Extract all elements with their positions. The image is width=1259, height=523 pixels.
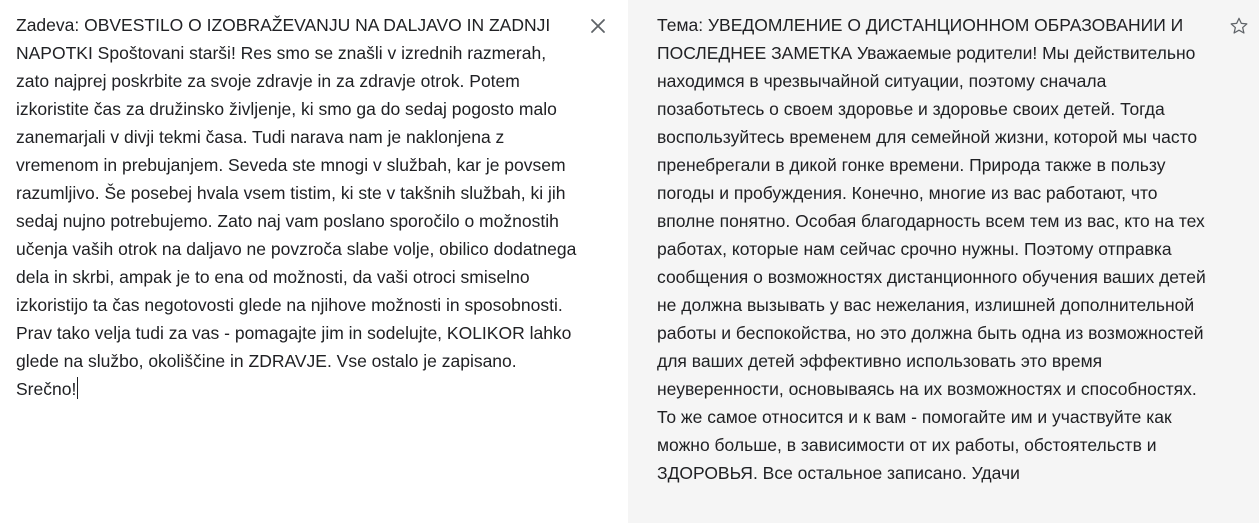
source-text-pane[interactable]	[0, 0, 628, 523]
source-text[interactable]: Zadeva: OBVESTILO O IZOBRAŽEVANJU NA DALJAVO IN ZADNJI NAPOTKI Spoštovani starši! Res smo se znašli v izrednih razmerah, zato najprej poskrbite za svoje zdravje in za zdravje otrok. Potem izkoristite čas za družinsko življenje, ki smo ga do sedaj pogosto malo zanemarjali v divji tekmi časa. Tudi narava nam je naklonjena z vremenom in prebujanjem. Seveda ste mnogi v službah, kar je povsem razumljivo. Še posebej hvala vsem tistim, ki ste v takšnih službah, ki jih sedaj nujno potrebujemo. Zato naj vam poslano sporočilo o možnostih učenja vaših otrok na daljavo ne povzroča slabe volje, obilico dodatnega dela in skrbi, ampak je to ena od možnosti, da vaši otroci smiselno izkoristijo ta čas negotovosti glede na njihove možnosti in sposobnosti. Prav tako velja tudi za vas - pomagajte jim in sodelujte, KOLIKOR lahko glede na službo, okoliščine in ZDRAVJE. Vse ostalo je zapisano. Srečno!	[16, 15, 577, 399]
clear-source-button[interactable]	[586, 14, 610, 38]
save-translation-button[interactable]	[1227, 14, 1251, 38]
translation-pane	[628, 0, 1259, 523]
source-textarea[interactable]	[16, 11, 580, 403]
translated-text: Тема: УВЕДОМЛЕНИЕ О ДИСТАНЦИОННОМ ОБРАЗОВАНИИ И ПОСЛЕДНЕЕ ЗАМЕТКА Уважаемые родители! Мы действительно находимся в чрезвычайной ситуации, поэтому сначала позаботьтесь о своем здоровье и здоровье своих детей. Тогда воспользуйтесь временем для семейной жизни, которой мы часто пренебрегали в дикой гонке времени. Природа также в пользу погоды и пробуждения. Конечно, многие из вас работают, что вполне понятно. Особая благодарность всем тем из вас, кто на тех работах, которые нам сейчас срочно нужны. Поэтому отправка сообщения о возможностях дистанционного обучения ваших детей не должна вызывать у вас нежелания, излишней дополнительной работы и беспокойства, но это должна быть одна из возможностей для ваших детей эффективно использовать это время неуверенности, основываясь на их возможностях и способностях. То же самое относится и к вам - помогайте им и участвуйте как можно больше, в зависимости от их работы, обстоятельств и ЗДОРОВЬЯ. Все остальное записано. Удачи	[657, 15, 1206, 483]
text-cursor	[77, 377, 78, 399]
close-icon	[590, 18, 606, 34]
star-outline-icon	[1229, 16, 1249, 36]
